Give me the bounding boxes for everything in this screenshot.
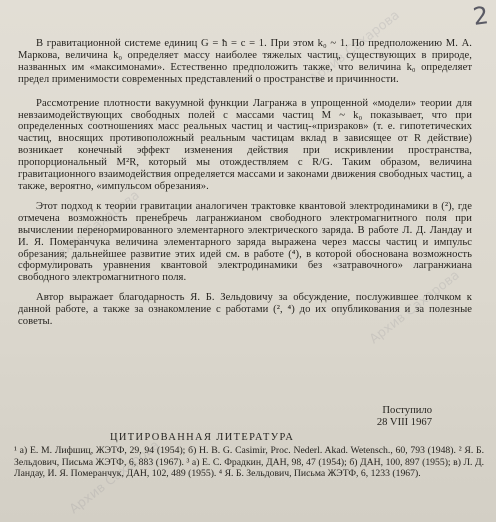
reference-item: ¹ а) Е. М. Лифшиц, ЖЭТФ, 29, 94 (1954); б) H. B. G. Casimir, Proc. Nederl. Akad. Wetensch., 60, 793 (1948). ² Я. Б. Зельдович, Письма ЖЭТФ, 6, 883 (1967). ³ а) Е. С. Фрадкин, ДАН, 98, 47 (1954); б) ДАН, 100, 897 (1955); в) Л. Д. Ландау, И. Я. Померанчук, ДАН, 102, 489 (1955). ⁴ Я. Б. Зельдович, Письма ЖЭТФ, 6, 1233 (1967). — [14, 445, 484, 480]
watermark: Архив Сахарова — [307, 7, 403, 88]
watermark: Архив Сахарова — [67, 437, 163, 518]
article-body — [18, 38, 472, 331]
references-list — [14, 445, 484, 480]
page-number: 2 — [470, 1, 490, 31]
paragraph-units: В гравитационной системе единиц G = ħ = c = 1. При этом k₀ ~ 1. По предположению М. А. Маркова, величина k₀ определяет массу наиболее тяжелых частиц, существующих в природе, названных им «максимонами». Естественно предположить также, что величина k₀ определяет предел применимости современных представлений о пространстве и причинности. — [18, 38, 472, 85]
watermark: Архив Сахарова — [367, 267, 463, 348]
received-date: 28 VIII 1967 — [376, 417, 432, 428]
paragraph-electrodynamics: Этот подход к теории гравитации аналогичен трактовке квантовой электродинамики в (²), где отмечена возможность пренебречь лагранжианом свободного электромагнитного поля при вычислении перенормированного элементарного электрического заряда. В работе Л. Д. Ландау и И. Я. Померанчука величина элементарного заряда выражена через массы частиц и импульс обрезания; дальнейшее развитие этих идей см. в работе (⁴), в которой обоснована возможность сформулировать уравнения квантовой электродинамики без «затравочного» лагранжиана свободного электромагнитного поля. — [18, 200, 472, 284]
paragraph-acknowledgement: Автор выражает благодарность Я. Б. Зельдовичу за обсуждение, послужившее толчком к данной работе, а также за ознакомление с работами (², ⁴) до их опубликования и за полезные советы. — [18, 292, 472, 328]
references-title: ЦИТИРОВАННАЯ ЛИТЕРАТУРА — [110, 432, 295, 443]
received-label: Поступило — [382, 405, 432, 416]
received-block — [300, 405, 432, 429]
watermark: Архив Сахарова — [47, 187, 143, 268]
paragraph-lagrangian: Рассмотрение плотности вакуумной функции Лагранжа в упрощенной «модели» теории для невзаимодействующих свободных полей с массами частиц M ~ k₀ показывает, что при определенных соотношениях масс реальных частиц и частиц-«призраков» (т. е. гипотетических частиц, вносящих противоположный реальным частицам вклад в зависящее от R действие) возникает конечный эффект изменения действия при искривлении пространства, пропорциональный M²R, который мы отождествляем с R/G. Таким образом, величина гравитационного взаимодействия определяется массами и законами движения свободных частиц, а также, вероятно, «импульсом обрезания». — [18, 97, 472, 192]
